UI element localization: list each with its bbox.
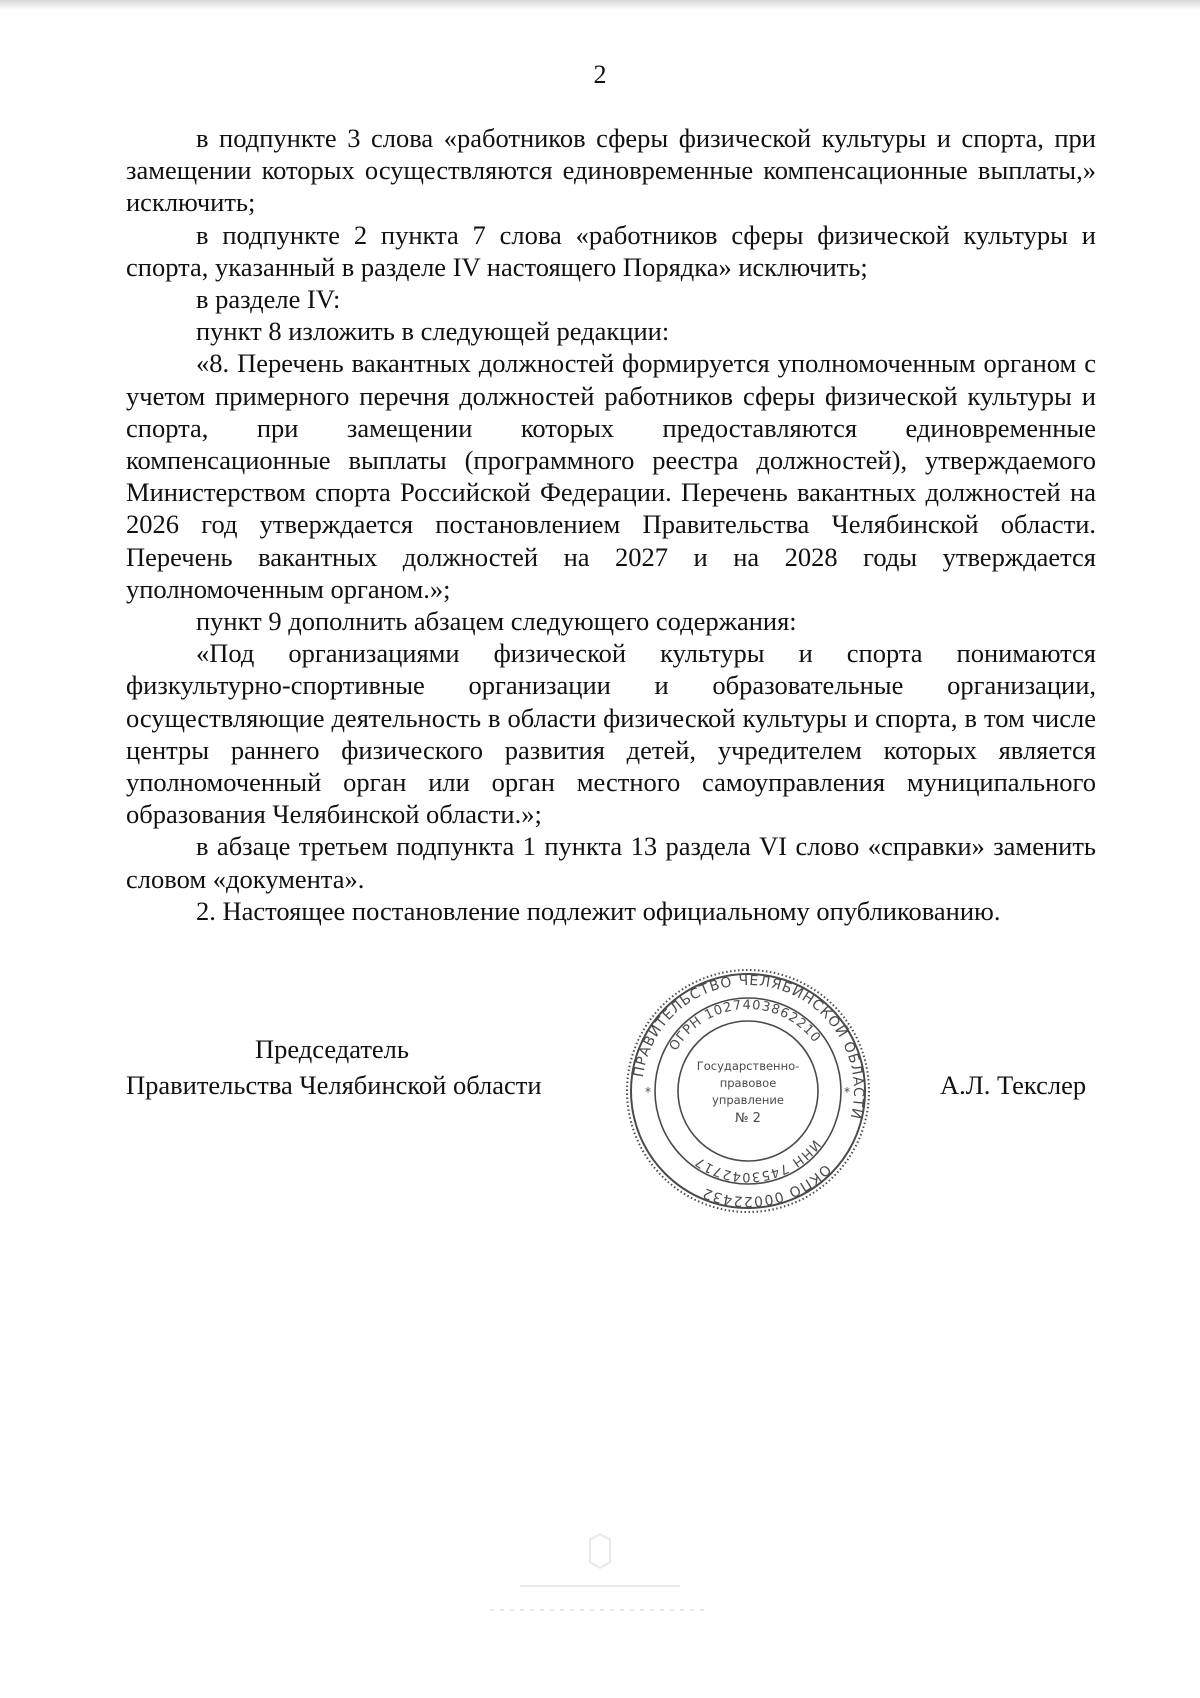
signatory-name: А.Л. Текслер	[940, 1070, 1087, 1100]
seal-center-line: управление	[712, 1093, 784, 1107]
official-seal	[623, 966, 873, 1216]
signatory-organization: Правительства Челябинской области	[126, 1070, 542, 1100]
seal-star-icon: *	[844, 1085, 850, 1099]
paragraph: 2. Настоящее постановление подлежит официальному опубликованию.	[196, 895, 1001, 926]
page-number: 2	[593, 60, 607, 89]
seal-outer-text: ПРАВИТЕЛЬСТВО ЧЕЛЯБИНСКОЙ ОБЛАСТИ	[630, 972, 867, 1122]
paragraph: «Под организациями физической культуры и спорта понимаются физкультурно-спортивные организации и образовательные организации, осуществляющие деятельность в области физической культуры и спорта, в том числе центры раннего физического развития детей, учредителем которых является уполномоченный орган или орган местного самоуправления муниципального образования Челябинской области.»;	[126, 638, 1096, 830]
paragraph: в подпункте 3 слова «работников сферы физической культуры и спорта, при замещении которых осуществляются единовременные компенсационные выплаты,» исключить;	[126, 123, 1096, 218]
svg-text:ПРАВИТЕЛЬСТВО ЧЕЛЯБИНСКОЙ ОБЛА	[631, 973, 866, 1121]
paragraph: в подпункте 2 пункта 7 слова «работников сферы физической культуры и спорта, указанный в разделе IV настоящего Порядка» исключить;	[126, 219, 1096, 282]
paragraph: пункт 8 изложить в следующей редакции:	[196, 316, 670, 347]
document-body	[126, 122, 1096, 927]
paragraph: в разделе IV:	[196, 284, 341, 315]
paragraph: пункт 9 дополнить абзацем следующего содержания:	[196, 606, 797, 637]
seal-center-line: правовое	[719, 1076, 777, 1090]
seal-okpo: ОКПО 00022432	[699, 1160, 834, 1210]
signatory-title: Председатель	[255, 1034, 409, 1064]
paragraph: «8. Перечень вакантных должностей формируется уполномоченным органом с учетом примерного перечня должностей работников сферы физической культуры и спорта, при замещении которых предоставляются единовременные компенсационные выплаты (программного реестра должностей), утверждаемого Министерством спорта Российской Федерации. Перечень вакантных должностей на 2026 год утверждается постановлением Правительства Челябинской области. Перечень вакантных должностей на 2027 и на 2028 годы утверждается уполномоченным органом.»;	[126, 348, 1096, 604]
seal-star-icon: *	[645, 1085, 651, 1099]
faint-watermark	[450, 1530, 750, 1630]
svg-text:ОКПО 00022432	[700, 1161, 834, 1209]
seal-ogrn: ОГРН 1027403862210	[666, 997, 824, 1054]
paragraph: в абзаце третьем подпункта 1 пункта 13 раздела VI слово «справки» заменить словом «документа».	[126, 831, 1096, 894]
svg-text:ИНН 7453042717	[692, 1137, 823, 1184]
seal-center-line: Государственно-	[696, 1059, 800, 1073]
scan-edge	[0, 0, 1200, 10]
seal-inn: ИНН 7453042717	[692, 1136, 823, 1185]
svg-text:ОГРН 1027403862210	[667, 998, 824, 1054]
seal-center-line: № 2	[735, 1111, 761, 1126]
